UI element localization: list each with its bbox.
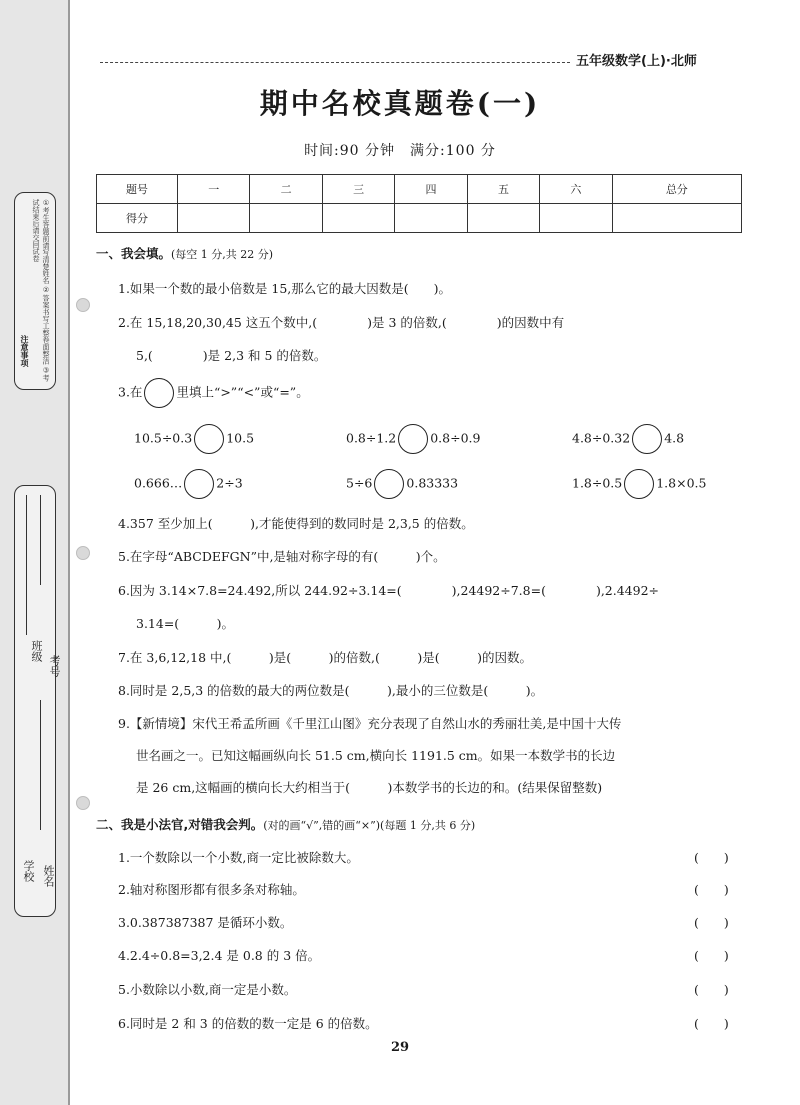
question-1: 1.如果一个数的最小倍数是 15,那么它的最大因数是( )。 xyxy=(118,281,452,296)
answer-circle-icon[interactable] xyxy=(398,424,428,454)
score-input-cell[interactable] xyxy=(612,204,741,233)
answer-circle-icon[interactable] xyxy=(184,469,214,499)
score-cell: 得分 xyxy=(97,204,178,233)
compare-item xyxy=(346,469,458,499)
section2-heading xyxy=(96,815,475,833)
question-4: 4.357 至少加上( ),才能使得到的数同时是 2,3,5 的倍数。 xyxy=(118,516,474,531)
judge-item: 2.轴对称图形都有很多条对称轴。 xyxy=(118,882,305,897)
answer-paren[interactable]: ( ) xyxy=(694,850,729,865)
compare-right: 10.5 xyxy=(226,430,255,446)
question-8: 8.同时是 2,5,3 的倍数的最大的两位数是( ),最小的三位数是( )。 xyxy=(118,683,544,698)
exam-line xyxy=(26,495,27,635)
compare-left: 5÷6 xyxy=(346,475,373,491)
score-cell: 五 xyxy=(467,175,539,204)
compare-left: 0.8÷1.2 xyxy=(346,430,397,446)
class-line xyxy=(40,495,41,585)
question-5: 5.在字母“ABCDEFGN”中,是轴对称字母的有( )个。 xyxy=(118,549,446,564)
question-6-line1: 6.因为 3.14×7.8=24.492,所以 244.92÷3.14=( ),24492÷7.8=( ),2.4492÷ xyxy=(118,583,660,598)
score-input-cell[interactable] xyxy=(178,204,250,233)
answer-circle-icon[interactable] xyxy=(624,469,654,499)
answer-paren[interactable]: ( ) xyxy=(694,1016,729,1031)
school-line xyxy=(40,700,41,830)
header-dash-line xyxy=(100,62,570,63)
question-2-line2: 5,( )是 2,3 和 5 的倍数。 xyxy=(136,348,327,363)
score-input-cell[interactable] xyxy=(540,204,612,233)
judge-item: 4.2.4÷0.8=3,2.4 是 0.8 的 3 倍。 xyxy=(118,948,321,963)
score-cell: 二 xyxy=(250,175,322,204)
student-info-box xyxy=(14,485,56,917)
answer-circle-icon[interactable] xyxy=(194,424,224,454)
q3-prefix: 3.在 xyxy=(118,384,143,400)
section1-title: 一、我会填。 xyxy=(96,246,172,261)
judge-item: 3.0.387387387 是循环小数。 xyxy=(118,915,293,930)
notice-text: ①考生答题前请写清楚姓名 ②答案书写工整卷面整洁 ③考试结束后请交回试卷 xyxy=(32,199,50,382)
section1-heading xyxy=(96,244,273,262)
compare-item xyxy=(134,424,254,454)
answer-paren[interactable]: ( ) xyxy=(694,982,729,997)
compare-left: 1.8÷0.5 xyxy=(572,475,623,491)
score-cell: 三 xyxy=(322,175,394,204)
answer-circle-icon[interactable] xyxy=(374,469,404,499)
compare-item xyxy=(572,424,684,454)
question-6-line2: 3.14=( )。 xyxy=(136,616,235,631)
compare-right: 0.83333 xyxy=(406,475,459,491)
page-title: 期中名校真题卷(一) xyxy=(259,87,541,120)
section2-note: (对的画“√”,错的画“×”)(每题 1 分,共 6 分) xyxy=(263,819,476,832)
answer-paren[interactable]: ( ) xyxy=(694,948,729,963)
answer-paren[interactable]: ( ) xyxy=(694,882,729,897)
score-input-cell[interactable] xyxy=(322,204,394,233)
score-cell: 总分 xyxy=(612,175,741,204)
judge-item: 1.一个数除以一个小数,商一定比被除数大。 xyxy=(118,850,359,865)
compare-left: 4.8÷0.32 xyxy=(572,430,631,446)
answer-circle-icon[interactable] xyxy=(632,424,662,454)
score-input-cell[interactable] xyxy=(250,204,322,233)
exam-label: 考号 xyxy=(48,655,61,677)
q3-suffix: 里填上“>”“<”或“=”。 xyxy=(176,384,309,400)
compare-right: 2÷3 xyxy=(216,475,243,491)
notice-title: 注意事项 xyxy=(20,335,30,367)
binding-line xyxy=(68,0,70,1105)
exam-time-score: 时间:90 分钟 满分:100 分 xyxy=(304,143,496,159)
section2-title: 二、我是小法官,对错我会判。 xyxy=(96,817,264,832)
page-number: 29 xyxy=(390,1040,410,1055)
school-label: 学校 xyxy=(22,860,35,882)
binding-hole-icon xyxy=(76,298,90,312)
score-table-score-row xyxy=(97,204,742,233)
compare-item xyxy=(572,469,706,499)
name-label: 姓名 xyxy=(42,865,55,887)
score-cell: 四 xyxy=(395,175,467,204)
judge-item: 5.小数除以小数,商一定是小数。 xyxy=(118,982,297,997)
answer-circle-icon xyxy=(144,378,174,408)
score-cell: 一 xyxy=(178,175,250,204)
score-cell: 题号 xyxy=(97,175,178,204)
compare-left: 0.666… xyxy=(134,475,183,491)
header-grade-label: 五年级数学(上)·北师 xyxy=(576,54,697,69)
question-7: 7.在 3,6,12,18 中,( )是( )的倍数,( )是( )的因数。 xyxy=(118,650,532,665)
compare-item xyxy=(346,424,480,454)
score-cell: 六 xyxy=(540,175,612,204)
question-9-line1: 9.【新情境】宋代王希孟所画《千里江山图》充分表现了自然山水的秀丽壮美,是中国十大传 xyxy=(118,716,622,731)
section1-note: (每空 1 分,共 22 分) xyxy=(171,248,274,261)
question-2-line1: 2.在 15,18,20,30,45 这五个数中,( )是 3 的倍数,( )的因数中有 xyxy=(118,315,565,330)
compare-right: 1.8×0.5 xyxy=(656,475,707,491)
question-3 xyxy=(118,378,309,408)
question-9-line3: 是 26 cm,这幅画的横向长大约相当于( )本数学书的长边的和。(结果保留整数) xyxy=(136,780,603,795)
compare-right: 0.8÷0.9 xyxy=(430,430,481,446)
score-table xyxy=(96,174,742,233)
compare-left: 10.5÷0.3 xyxy=(134,430,193,446)
answer-paren[interactable]: ( ) xyxy=(694,915,729,930)
class-label: 班级 xyxy=(30,640,43,662)
question-9-line2: 世名画之一。已知这幅画纵向长 51.5 cm,横向长 1191.5 cm。如果一本数学书的长边 xyxy=(136,748,616,763)
compare-item xyxy=(134,469,243,499)
binding-hole-icon xyxy=(76,796,90,810)
score-input-cell[interactable] xyxy=(467,204,539,233)
binding-hole-icon xyxy=(76,546,90,560)
judge-item: 6.同时是 2 和 3 的倍数的数一定是 6 的倍数。 xyxy=(118,1016,378,1031)
compare-right: 4.8 xyxy=(664,430,685,446)
score-table-header-row xyxy=(97,175,742,204)
score-input-cell[interactable] xyxy=(395,204,467,233)
